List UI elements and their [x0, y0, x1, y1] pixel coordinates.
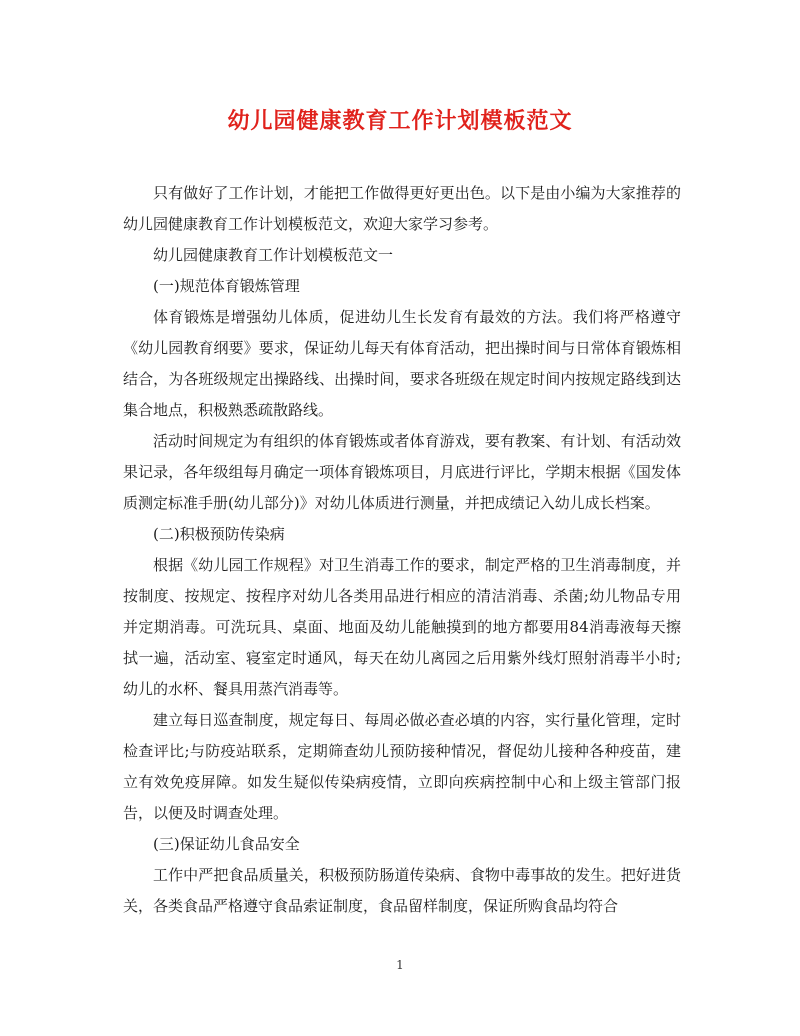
- body-paragraph: 体育锻炼是增强幼儿体质，促进幼儿生长发育有最效的方法。我们将严格遵守《幼儿园教育纲要》要求，保证幼儿每天有体育活动，把出操时间与日常体育锻炼相结合，为各班级规定出操路线、出操时间，要求各班级在规定时间内按规定路线到达集合地点，积极熟悉疏散路线。: [123, 308, 681, 419]
- subsection-heading: (一)规范体育锻炼管理: [153, 277, 300, 295]
- body-paragraph: 活动时间规定为有组织的体育锻炼或者体育游戏，要有教案、有计划、有活动效果记录，各年级组每月确定一项体育锻炼项目，月底进行评比，学期末根据《国发体质测定标准手册(幼儿部分)》对幼儿体质进行测量，并把成绩记入幼儿成长档案。: [123, 432, 681, 512]
- document-body: [123, 178, 681, 922]
- intro-paragraph: 只有做好了工作计划，才能把工作做得更好更出色。以下是由小编为大家推荐的幼儿园健康教育工作计划模板范文，欢迎大家学习参考。: [123, 184, 681, 233]
- body-paragraph: 根据《幼儿园工作规程》对卫生消毒工作的要求，制定严格的卫生消毒制度，并按制度、按规定、按程序对幼儿各类用品进行相应的清洁消毒、杀菌;幼儿物品专用并定期消毒。可洗玩具、桌面、地面及幼儿能触摸到的地方都要用84消毒液每天擦拭一遍，活动室、寝室定时通风，每天在幼儿离园之后用紫外线灯照射消毒半小时;幼儿的水杯、餐具用蒸汽消毒等。: [123, 556, 681, 698]
- body-paragraph: 建立每日巡查制度，规定每日、每周必做必查必填的内容，实行量化管理，定时检查评比;与防疫站联系，定期筛查幼儿预防接种情况，督促幼儿接种各种疫苗，建立有效免疫屏障。如发生疑似传染病疫情，立即向疾病控制中心和上级主管部门报告，以便及时调查处理。: [123, 711, 681, 822]
- document-title: 幼儿园健康教育工作计划模板范文: [227, 108, 573, 134]
- subsection-heading: (二)积极预防传染病: [153, 525, 285, 543]
- subsection-heading: (三)保证幼儿食品安全: [153, 835, 300, 853]
- page-number: 1: [396, 958, 404, 972]
- section-heading: 幼儿园健康教育工作计划模板范文一: [153, 246, 394, 264]
- body-paragraph: 工作中严把食品质量关，积极预防肠道传染病、食物中毒事故的发生。把好进货关，各类食品严格遵守食品索证制度，食品留样制度，保证所购食品均符合: [123, 866, 681, 915]
